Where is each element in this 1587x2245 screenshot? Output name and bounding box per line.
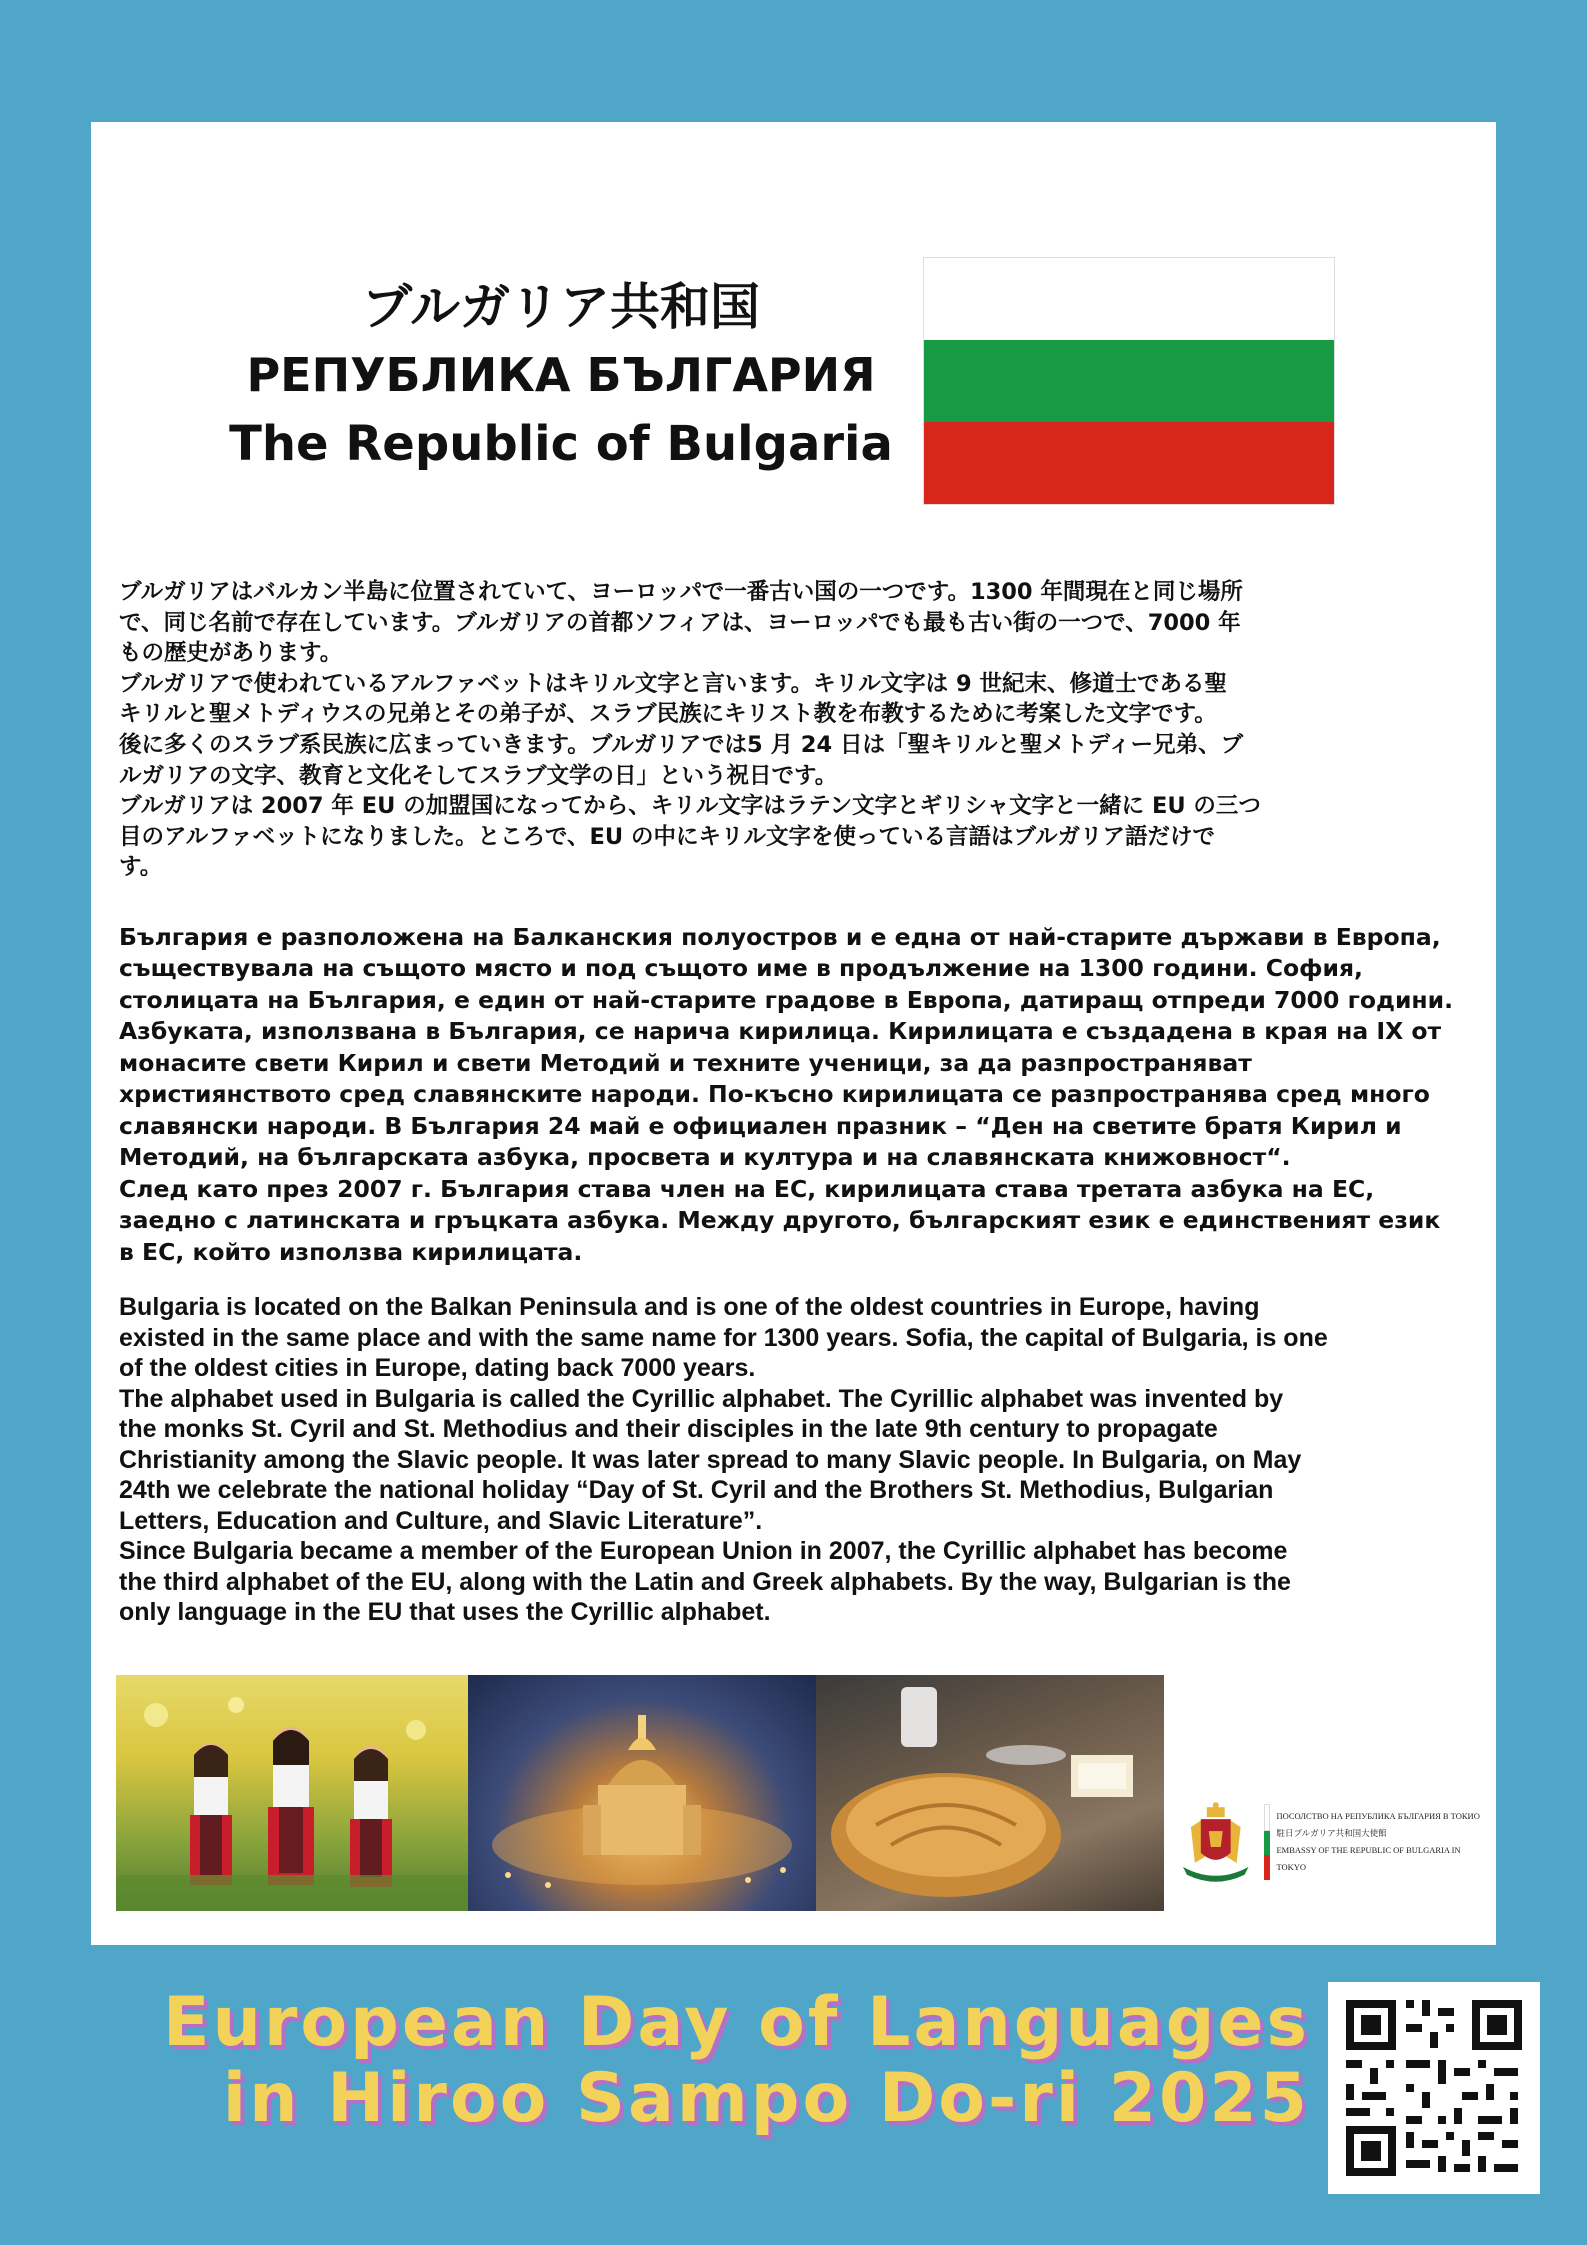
bulgarian-flag <box>923 257 1335 505</box>
embassy-logo <box>1171 1797 1491 1887</box>
title-bulgarian: РЕПУБЛИКА БЪЛГАРИЯ <box>246 348 876 402</box>
embassy-flag-stripe <box>1264 1804 1270 1880</box>
title-english: The Republic of Bulgaria <box>229 416 893 472</box>
event-banner-line1: European Day of Languages <box>163 1983 1310 2062</box>
content-card <box>91 122 1496 1945</box>
folk-dancers-illustration <box>116 1675 468 1911</box>
photo-strip <box>116 1675 1164 1911</box>
coat-of-arms-icon <box>1171 1797 1260 1887</box>
cathedral-illustration <box>468 1675 816 1911</box>
flag-stripe-white <box>924 258 1334 340</box>
banitsa-illustration <box>816 1675 1164 1911</box>
embassy-name-english: EMBASSY OF THE REPUBLIC OF BULGARIA IN TOKYO <box>1276 1845 1461 1872</box>
title-japanese: ブルガリア共和国 <box>362 278 760 336</box>
flag-stripe-green <box>924 340 1334 422</box>
photo-banitsa-pastry <box>816 1675 1164 1911</box>
event-banner <box>110 1985 1310 2137</box>
flag-stripe-red <box>924 422 1334 504</box>
paragraph-japanese: ブルガリアはバルカン半島に位置されていて、ヨーロッパで一番古い国の一つです。1300 年間現在と同じ場所 で、同じ名前で存在しています。ブルガリアの首都ソフィアは、ヨーロッパでも最も古い街の一つで、7000 年 もの歴史があります。 ブルガリアで使われているアルファベットはキリル文字と言います。キリル文字は 9 世紀末、修道士である聖 キリルと聖メトディウスの兄弟とその弟子が、スラブ民族にキリスト教を布教するために考案した文字です。 後に多くのスラブ系民族に広まっていきます。ブルガリアでは5 月 24 日は「聖キリルと聖メトディー兄弟、ブ ルガリアの文字、教育と文化そしてスラブ文学の日」という祝日です。 ブルガリアは 2007 年 EU の加盟国になってから、キリル文字はラテン文字とギリシャ文字と一緒に EU の三つ 目のアルファベットになりました。ところで、EU の中にキリル文字を使っている言語はブルガリア語だけで す。 <box>119 579 1261 881</box>
photo-cathedral-night <box>468 1675 816 1911</box>
qr-code[interactable] <box>1328 1982 1540 2194</box>
title-block <box>211 278 911 472</box>
embassy-name-japanese: 駐日ブルガリア共和国大使館 <box>1276 1828 1387 1838</box>
paragraph-bulgarian: България е разположена на Балканския полуостров и е една от най-старите държави в Европа, съществувала на същото място и под същото име в продължение на 1300 години. София, столицата на България, е един от най-старите градове в Европа, датиращ отпреди 7000 години. Азбуката, използвана в България, се нарича кирилица. Кирилицата е създадена в края на IX от монасите свети Кирил и свети Методий и техните ученици, за да разпространяват християнството сред славянските народи. По-късно кирилицата се разпространява сред много славянски народи. В България 24 май е официален празник – “Ден на светите братя Кирил и Методий, на българската азбука, просвета и култура и на славянската книжовност“. След като през 2007 г. България става член на ЕС, кирилицата става третата азбука на ЕС, заедно с латинската и гръцката азбука. Между другото, българският език е единственият език в ЕС, който използва кирилицата. <box>119 923 1454 1266</box>
photo-folk-dancers <box>116 1675 468 1911</box>
embassy-text <box>1276 1808 1491 1876</box>
embassy-name-bulgarian: ПОСОЛСТВО НА РЕПУБЛИКА БЪЛГАРИЯ В ТОКИО <box>1276 1811 1480 1821</box>
event-banner-line2: in Hiroo Sampo Do-ri 2025 <box>222 2059 1310 2139</box>
qr-code-icon <box>1328 1982 1540 2194</box>
paragraph-english: Bulgaria is located on the Balkan Peninsula and is one of the oldest countries in Europe, having existed in the same place and with the same name for 1300 years. Sofia, the capital of Bulgaria, is one of the oldest cities in Europe, dating back 7000 years. The alphabet used in Bulgaria is called the Cyrillic alphabet. The Cyrillic alphabet was invented by the monks St. Cyril and St. Methodius and their disciples in the late 9th century to propagate Christianity among the Slavic people. It was later spread to many Slavic people. In Bulgaria, on May 24th we celebrate the national holiday “Day of St. Cyril and the Brothers St. Methodius, Bulgarian Letters, Education and Culture, and Slavic Literature”. Since Bulgaria became a member of the European Union in 2007, the Cyrillic alphabet has become the third alphabet of the EU, along with the Latin and Greek alphabets. By the way, Bulgarian is the only language in the EU that uses the Cyrillic alphabet. <box>119 1293 1328 1626</box>
